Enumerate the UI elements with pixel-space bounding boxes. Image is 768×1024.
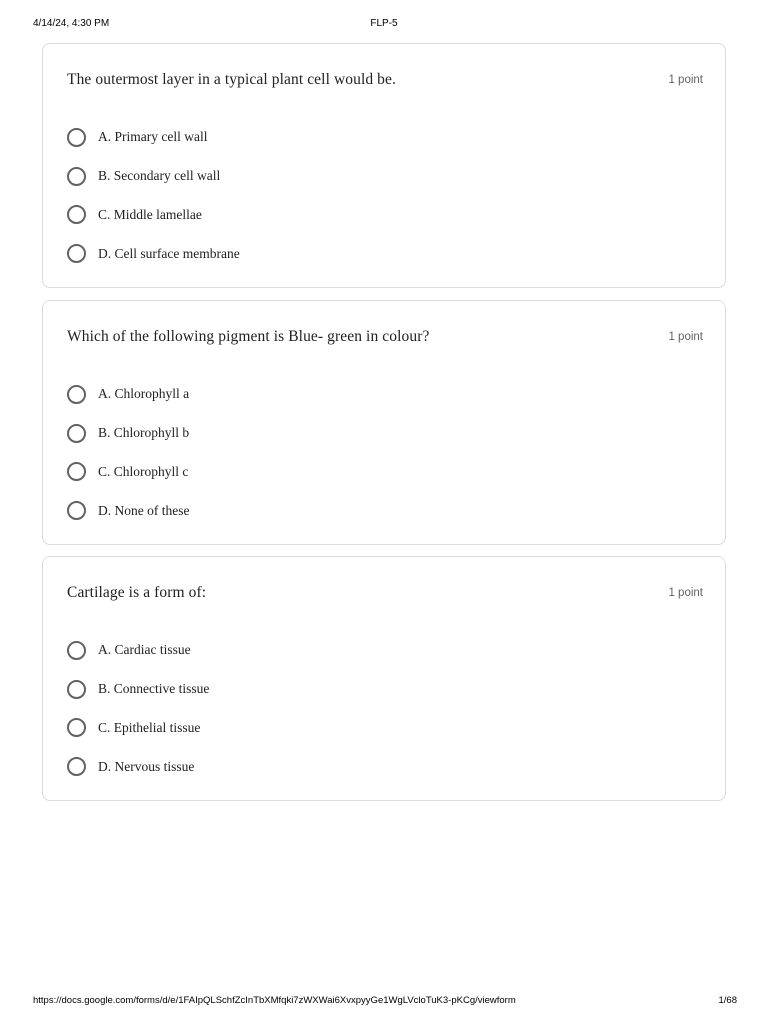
radio-button[interactable] <box>67 244 86 263</box>
question-card-1 <box>42 43 726 288</box>
print-datetime: 4/14/24, 4:30 PM <box>33 18 110 29</box>
radio-button[interactable] <box>67 680 86 699</box>
option-label: D. Nervous tissue <box>98 758 195 774</box>
question-title: Which of the following pigment is Blue- green in colour? <box>67 328 430 345</box>
option-label: B. Chlorophyll b <box>98 425 190 441</box>
points-label: 1 point <box>668 587 703 599</box>
radio-button[interactable] <box>67 718 86 737</box>
radio-option[interactable] <box>67 747 667 786</box>
radio-button[interactable] <box>67 462 86 481</box>
question-title: The outermost layer in a typical plant cell would be. <box>67 71 396 88</box>
radio-option[interactable] <box>67 631 667 670</box>
radio-button[interactable] <box>67 205 86 224</box>
print-header <box>0 18 768 32</box>
radio-button[interactable] <box>67 385 86 404</box>
option-label: A. Primary cell wall <box>98 129 208 145</box>
radio-option[interactable] <box>67 234 667 273</box>
option-label: A. Cardiac tissue <box>98 642 191 658</box>
print-page-title: FLP-5 <box>370 18 398 29</box>
radio-option[interactable] <box>67 491 667 530</box>
question-title: Cartilage is a form of: <box>67 584 207 601</box>
points-label: 1 point <box>668 74 703 86</box>
radio-button[interactable] <box>67 501 86 520</box>
radio-button[interactable] <box>67 641 86 660</box>
option-label: D. None of these <box>98 502 190 518</box>
option-label: B. Connective tissue <box>98 681 210 697</box>
option-label: D. Cell surface membrane <box>98 245 240 261</box>
option-label: C. Epithelial tissue <box>98 719 201 735</box>
radio-option[interactable] <box>67 709 667 748</box>
option-label: B. Secondary cell wall <box>98 168 221 184</box>
radio-option[interactable] <box>67 375 667 414</box>
radio-button[interactable] <box>67 424 86 443</box>
page-url: https://docs.google.com/forms/d/e/1FAIpQLSchfZcInTbXMfqki7zWXWai6XvxpyyGe1WgLVcloTuK3-pKCg/viewform <box>33 995 516 1006</box>
radio-option[interactable] <box>67 670 667 709</box>
radio-option[interactable] <box>67 453 667 492</box>
radio-option[interactable] <box>67 196 667 235</box>
radio-option[interactable] <box>67 157 667 196</box>
radio-button[interactable] <box>67 128 86 147</box>
option-label: C. Middle lamellae <box>98 206 202 222</box>
page-number: 1/68 <box>718 995 737 1006</box>
print-footer <box>0 995 768 1009</box>
question-card-3 <box>42 556 726 801</box>
radio-option[interactable] <box>67 414 667 453</box>
radio-option[interactable] <box>67 118 667 157</box>
radio-group <box>67 118 667 273</box>
radio-button[interactable] <box>67 167 86 186</box>
radio-group <box>67 375 667 530</box>
question-card-2 <box>42 300 726 545</box>
option-label: C. Chlorophyll c <box>98 463 189 479</box>
option-label: A. Chlorophyll a <box>98 386 190 402</box>
points-label: 1 point <box>668 331 703 343</box>
radio-group <box>67 631 667 786</box>
radio-button[interactable] <box>67 757 86 776</box>
